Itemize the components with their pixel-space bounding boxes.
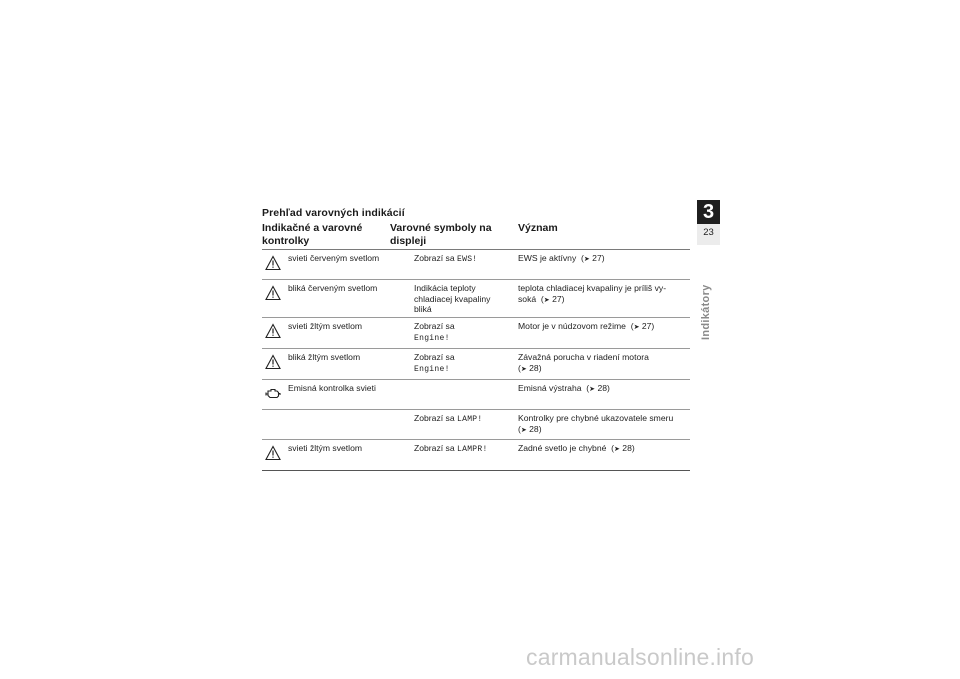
- table-row: [262, 440, 690, 471]
- display-symbol: Zobrazí sa EWS!: [414, 253, 478, 264]
- page-reference-arrow-icon: ➤: [583, 256, 590, 263]
- page-reference-arrow-icon: ➤: [589, 386, 596, 393]
- warning-triangle-icon: [265, 323, 281, 339]
- display-symbol: Zobrazí sa Engine!: [414, 321, 455, 343]
- meaning: Kontrolky pre chybné ukazovatele smeru (➤ 28): [518, 413, 674, 434]
- page-reference-arrow-icon: ➤: [633, 324, 640, 331]
- watermark: carmanualsonline.info: [526, 644, 754, 670]
- page-reference-arrow-icon: ➤: [520, 365, 527, 373]
- section-label: Indikátory: [700, 284, 712, 340]
- warning-overview-table: [262, 222, 690, 471]
- table-row: [262, 349, 690, 380]
- table-row: [262, 280, 690, 318]
- meaning: teplota chladiacej kvapaliny je príliš vy-soká (➤ 27): [518, 283, 667, 304]
- header-meaning: Význam: [518, 222, 558, 234]
- warning-triangle-icon: [265, 255, 281, 271]
- chapter-tab: [697, 200, 720, 245]
- display-symbol: Zobrazí sa LAMP!: [414, 413, 483, 424]
- page-number: 23: [697, 224, 720, 245]
- header-lamps: Indikačné a varovné kontrolky: [262, 222, 363, 247]
- lamp-description: svieti červeným svetlom: [288, 253, 380, 263]
- page-title: Prehľad varovných indikácií: [262, 207, 405, 219]
- display-symbol: Zobrazí sa LAMPR!: [414, 443, 488, 454]
- meaning: Motor je v núdzovom režime (➤ 27): [518, 321, 655, 331]
- meaning: Emisná výstraha (➤ 28): [518, 383, 610, 393]
- lamp-description: bliká červeným svetlom: [288, 283, 378, 293]
- warning-triangle-icon: [265, 354, 281, 370]
- warning-triangle-icon: [265, 285, 281, 301]
- display-symbol: Indikácia teploty chladiacej kvapaliny bliká: [414, 283, 491, 314]
- table-row: [262, 250, 690, 280]
- meaning: Zadné svetlo je chybné (➤ 28): [518, 443, 635, 453]
- display-symbol: Zobrazí sa Engine!: [414, 352, 455, 374]
- meaning: Závažná porucha v riadení motora (➤ 28): [518, 352, 649, 373]
- warning-triangle-icon: [265, 445, 281, 461]
- engine-check-icon: [265, 385, 281, 401]
- table-row: [262, 410, 690, 440]
- chapter-number: 3: [702, 201, 715, 223]
- page-reference-arrow-icon: ➤: [543, 296, 550, 304]
- meaning: EWS je aktívny (➤ 27): [518, 253, 605, 263]
- lamp-description: bliká žltým svetlom: [288, 352, 361, 362]
- table-header: [262, 222, 690, 250]
- page-reference-arrow-icon: ➤: [614, 446, 620, 453]
- header-display-symbols: Varovné symboly na displeji: [390, 222, 492, 247]
- lamp-description: svieti žltým svetlom: [288, 321, 363, 331]
- lamp-description: Emisná kontrolka svieti: [288, 383, 376, 393]
- page-reference-arrow-icon: ➤: [520, 426, 527, 434]
- table-row: [262, 318, 690, 349]
- table-row: [262, 380, 690, 410]
- lamp-description: svieti žltým svetlom: [288, 443, 363, 453]
